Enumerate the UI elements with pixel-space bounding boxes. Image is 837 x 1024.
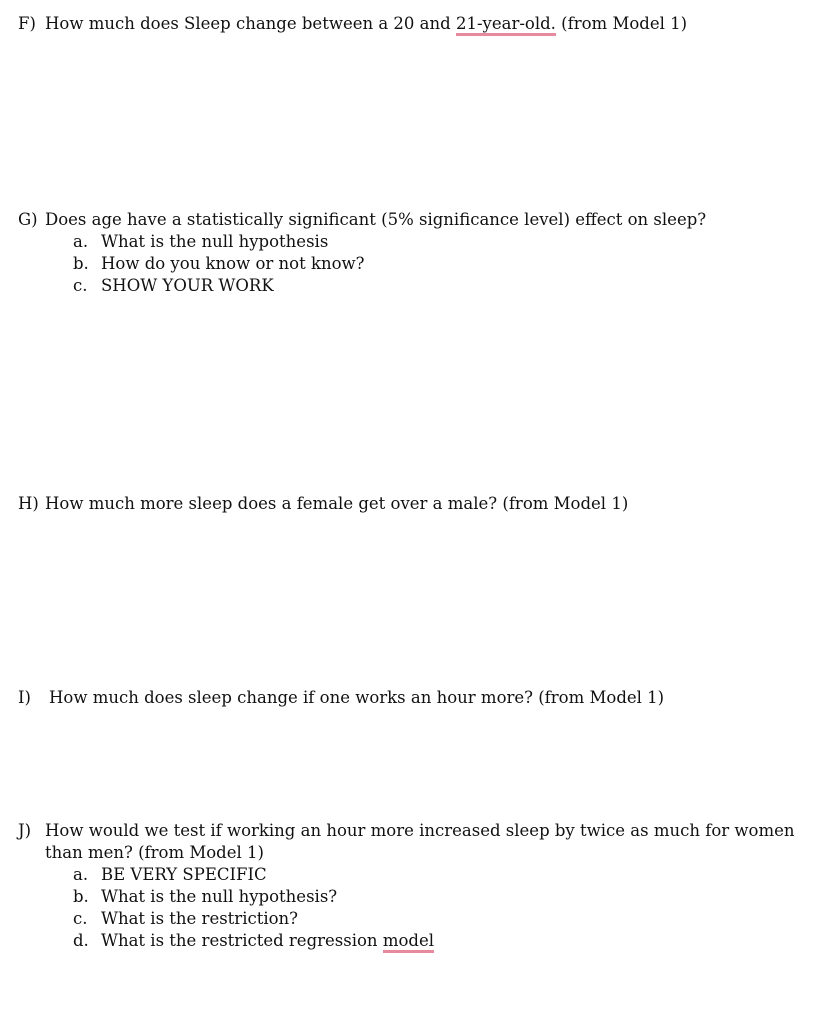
- question-g-letter: G): [18, 210, 38, 229]
- sub-letter: a.: [73, 865, 89, 884]
- question-g-sub-b: [73, 253, 808, 275]
- question-f-text-after: (from Model 1): [555, 14, 688, 33]
- question-g-sub-c: [73, 275, 808, 297]
- question-f-flagged-word: 21-year-old.: [456, 14, 556, 36]
- sub-letter: b.: [73, 887, 89, 906]
- sub-text: What is the restriction?: [101, 909, 299, 928]
- sub-text: SHOW YOUR WORK: [101, 276, 274, 295]
- question-h-letter: H): [18, 494, 39, 513]
- sub-text: [101, 930, 434, 952]
- question-j-letter: J): [18, 821, 32, 840]
- question-h-text: How much more sleep does a female get over a male? (from Model 1): [45, 494, 629, 513]
- question-j-text: How would we test if working an hour more increased sleep by twice as much for women than men? (from Model 1): [45, 821, 795, 862]
- question-j-sub-b: [73, 886, 808, 908]
- question-g-sub-a: [73, 231, 808, 253]
- question-j: [18, 820, 808, 952]
- question-j-sub-a: [73, 864, 808, 886]
- question-g: [18, 209, 808, 297]
- question-f-text-before: How much does Sleep change between a 20 and: [45, 14, 456, 33]
- question-j-sub-d: [73, 930, 808, 952]
- question-f-letter: F): [18, 14, 36, 33]
- sub-letter: a.: [73, 232, 89, 251]
- question-h: [18, 493, 808, 515]
- flagged-word: model: [383, 931, 434, 953]
- question-f: [18, 13, 808, 35]
- sub-letter: c.: [73, 276, 88, 295]
- sub-text: BE VERY SPECIFIC: [101, 865, 267, 884]
- sub-letter: c.: [73, 909, 88, 928]
- question-f-text: [45, 13, 808, 35]
- question-i-text: How much does sleep change if one works an hour more? (from Model 1): [49, 688, 665, 707]
- sub-text: What is the null hypothesis: [101, 232, 329, 251]
- question-j-sub-c: [73, 908, 808, 930]
- sub-text: How do you know or not know?: [101, 254, 365, 273]
- sub-letter: d.: [73, 931, 89, 950]
- question-i: [18, 687, 808, 709]
- sub-text-before: What is the restricted regression: [101, 931, 383, 950]
- question-i-letter: I): [18, 688, 31, 707]
- sub-letter: b.: [73, 254, 89, 273]
- sub-text: What is the null hypothesis?: [101, 887, 338, 906]
- question-g-text: Does age have a statistically significant (5% significance level) effect on sleep?: [45, 210, 707, 229]
